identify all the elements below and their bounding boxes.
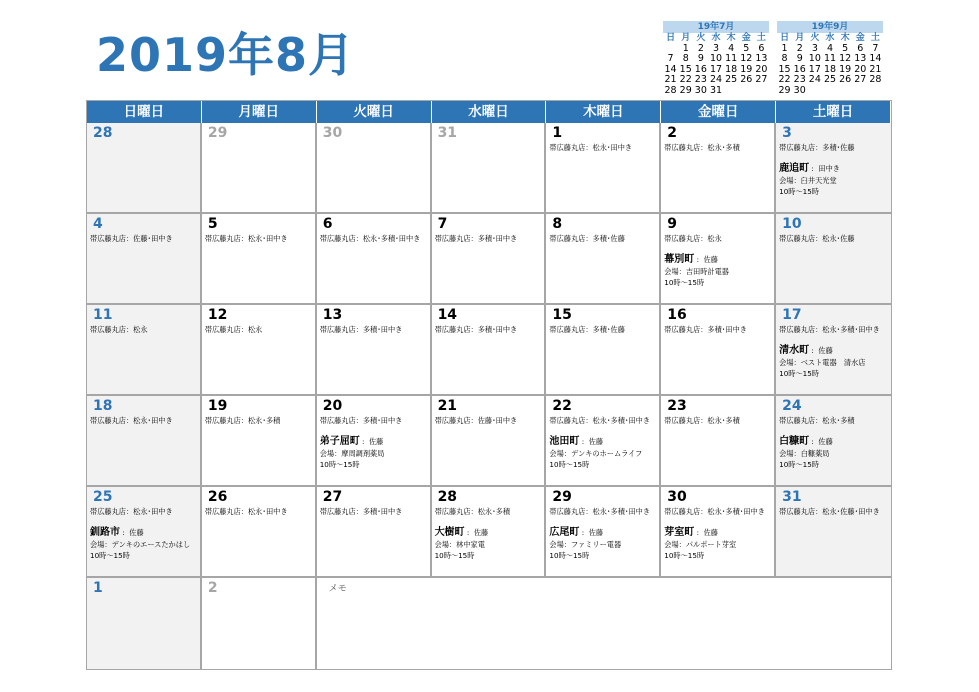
- weekday-header: 金曜日: [661, 101, 776, 123]
- event-venue: 会場：デンキのエースたかはし: [90, 540, 191, 549]
- weekday-header: 木曜日: [546, 101, 661, 123]
- day-cell[interactable]: [432, 487, 547, 578]
- event-venue: 会場：パルポート芽室: [664, 540, 737, 549]
- day-cell[interactable]: [546, 487, 661, 578]
- outreach-event: [549, 526, 659, 561]
- mini-day: 22: [679, 74, 692, 86]
- day-number: 17: [782, 307, 802, 323]
- mini-calendar-title: 19年7月: [663, 21, 769, 33]
- event-place-line: 白糠町 : 佐藤: [779, 436, 833, 447]
- mini-day: 25: [823, 74, 837, 86]
- day-cell[interactable]: [202, 214, 317, 305]
- day-cell[interactable]: [202, 305, 317, 396]
- outreach-event: [779, 162, 891, 197]
- day-cell[interactable]: [546, 396, 661, 487]
- day-cell[interactable]: [661, 214, 776, 305]
- day-number: 26: [207, 489, 228, 505]
- mini-day: 27: [854, 74, 867, 86]
- event-staff: 佐藤: [588, 528, 604, 537]
- mini-day: 20: [755, 63, 768, 75]
- outreach-event: [779, 344, 891, 379]
- store-staff-line: 帯広藤丸店：松永･田中き: [90, 507, 173, 516]
- mini-day: 2: [796, 42, 803, 54]
- mini-day: 3: [811, 42, 818, 54]
- weekday-header: 水曜日: [432, 101, 547, 123]
- mini-day: [822, 86, 837, 97]
- mini-day: 17: [709, 63, 723, 75]
- mini-day: 22: [778, 74, 791, 86]
- day-number: 13: [322, 307, 343, 323]
- mini-day: 13: [755, 53, 768, 65]
- mini-day: 6: [758, 42, 765, 54]
- mini-day: [739, 86, 754, 97]
- mini-day: 19: [839, 63, 852, 75]
- mini-calendar-title: 19年9月: [777, 21, 883, 33]
- mini-weekday: 火: [810, 33, 820, 43]
- event-place-line: 大樹町 : 佐藤: [434, 527, 489, 538]
- mini-day: 4: [728, 42, 735, 54]
- mini-calendar: [777, 21, 883, 97]
- day-cell[interactable]: [661, 305, 776, 396]
- mini-day: 23: [694, 74, 707, 86]
- store-staff-line: 帯広藤丸店：佐藤･田中き: [90, 234, 173, 243]
- event-venue: 会場：林中家電: [434, 540, 485, 549]
- weekday-header: 火曜日: [317, 101, 432, 123]
- event-staff: 佐藤: [129, 528, 144, 537]
- mini-day: 10: [808, 53, 821, 65]
- mini-day: 27: [755, 74, 768, 86]
- day-number: 15: [552, 307, 572, 323]
- event-staff: 佐藤: [588, 437, 604, 446]
- mini-day: 25: [725, 74, 738, 86]
- store-staff-line: 帯広藤丸店：松永･多積･田中き: [319, 234, 421, 243]
- weekday-header: 月曜日: [202, 101, 317, 123]
- day-cell[interactable]: [776, 305, 891, 396]
- mini-day: 17: [808, 63, 821, 75]
- day-number: 1: [93, 580, 103, 596]
- mini-day: 5: [842, 42, 849, 54]
- store-staff-line: 帯広藤丸店：松永･田中き: [204, 234, 288, 243]
- store-staff-line: 帯広藤丸店：松永･田中き: [204, 507, 288, 516]
- day-number: 6: [322, 216, 333, 232]
- day-cell[interactable]: [87, 123, 202, 214]
- mini-day: 9: [697, 53, 704, 65]
- event-place-line: 清水町 : 佐藤: [779, 345, 833, 356]
- event-time: 10時～15時: [549, 460, 590, 469]
- day-cell[interactable]: [776, 487, 891, 578]
- day-number: 25: [93, 489, 113, 505]
- mini-day: [853, 86, 868, 97]
- mini-day: [724, 86, 739, 97]
- day-number: 12: [207, 307, 228, 323]
- mini-day: 7: [667, 53, 674, 65]
- store-staff-line: 帯広藤丸店：松永･多積･田中き: [664, 507, 765, 516]
- outreach-event: [549, 435, 659, 470]
- day-cell[interactable]: [317, 396, 432, 487]
- mini-day: 21: [869, 63, 882, 75]
- day-cell[interactable]: [776, 214, 891, 305]
- day-number: 8: [552, 216, 563, 232]
- store-staff-line: 帯広藤丸店：松永･多積･田中き: [549, 507, 651, 516]
- mini-day: 30: [694, 84, 707, 96]
- day-cell[interactable]: [546, 214, 661, 305]
- day-cell[interactable]: [661, 487, 776, 578]
- mini-day: 14: [664, 63, 677, 75]
- store-staff-line: 帯広藤丸店：松永: [90, 325, 148, 334]
- store-staff-line: 帯広藤丸店：多積･佐藤: [549, 325, 625, 334]
- month-calendar-grid: [86, 100, 892, 670]
- store-staff-line: 帯広藤丸店：松永･多積: [664, 416, 740, 425]
- mini-day: 11: [823, 53, 837, 65]
- mini-weekday: 月: [795, 33, 805, 43]
- day-cell[interactable]: [87, 578, 202, 669]
- mini-day: 29: [778, 84, 791, 96]
- weekday-header: 土曜日: [776, 101, 891, 123]
- event-venue: 会場：臼井天光堂: [779, 176, 837, 185]
- mini-day: 12: [839, 53, 852, 65]
- day-cell[interactable]: [432, 396, 547, 487]
- store-staff-line: 帯広藤丸店：多積･佐藤: [779, 143, 855, 152]
- mini-weekday: 水: [825, 33, 835, 43]
- mini-day: 15: [778, 63, 791, 75]
- mini-day: [838, 86, 853, 97]
- event-staff: 佐藤: [368, 437, 384, 446]
- day-number: 18: [93, 398, 113, 414]
- mini-day: 30: [793, 84, 806, 96]
- day-cell[interactable]: [87, 214, 202, 305]
- event-town: 弟子屈町: [319, 436, 360, 447]
- day-cell[interactable]: [546, 123, 661, 214]
- mini-day: 12: [740, 53, 753, 65]
- day-cell[interactable]: [317, 123, 432, 214]
- mini-day: 1: [682, 42, 689, 54]
- mini-day: 24: [808, 74, 821, 86]
- event-staff: 佐藤: [473, 528, 489, 537]
- event-venue: 会場：ファミリー電器: [549, 540, 622, 549]
- mini-day: 8: [682, 53, 689, 65]
- event-town: 幕別町: [664, 254, 695, 265]
- mini-calendar-days: [663, 33, 769, 97]
- store-staff-line: 帯広藤丸店：松永: [204, 325, 263, 334]
- event-town: 芽室町: [664, 527, 695, 538]
- mini-day: 6: [857, 42, 864, 54]
- mini-weekday: 火: [696, 33, 706, 43]
- mini-day: 26: [839, 74, 852, 86]
- event-town: 大樹町: [434, 527, 465, 538]
- mini-day: 5: [743, 42, 750, 54]
- day-number: 7: [437, 216, 448, 232]
- day-cell[interactable]: [432, 123, 547, 214]
- event-place-line: 芽室町 : 佐藤: [664, 527, 718, 538]
- event-time: 10時～15時: [779, 369, 819, 378]
- mini-day: 29: [679, 84, 692, 96]
- mini-weekday: 土: [870, 33, 880, 43]
- day-number: 2: [207, 580, 218, 596]
- day-number: 21: [437, 398, 458, 414]
- day-number: 29: [552, 489, 572, 505]
- event-place-line: 幕別町 : 佐藤: [664, 254, 718, 265]
- mini-calendar: [663, 21, 769, 97]
- mini-day: 16: [793, 63, 806, 75]
- event-time: 10時～15時: [779, 460, 819, 469]
- event-town: 池田町: [549, 436, 580, 447]
- day-cell[interactable]: [87, 487, 202, 578]
- event-time: 10時～15時: [549, 551, 590, 560]
- day-cell[interactable]: [546, 305, 661, 396]
- day-number: 11: [93, 307, 113, 323]
- mini-day: 2: [697, 42, 704, 54]
- page-title: 2019年8月: [96, 28, 356, 82]
- event-staff: 佐藤: [703, 255, 718, 264]
- mini-day: 10: [709, 53, 723, 65]
- store-staff-line: 帯広藤丸店：松永: [664, 234, 722, 243]
- day-number: 2: [667, 125, 678, 141]
- day-number: 31: [437, 125, 458, 141]
- day-number: 31: [782, 489, 802, 505]
- store-staff-line: 帯広藤丸店：松永･田中き: [549, 143, 633, 152]
- mini-weekday: 木: [840, 33, 850, 43]
- day-cell[interactable]: [317, 214, 432, 305]
- event-town: 鹿追町: [779, 163, 810, 174]
- mini-day: 31: [709, 84, 723, 96]
- event-venue: 会場：白糠薬局: [779, 449, 830, 458]
- event-town: 清水町: [779, 345, 810, 356]
- event-place-line: 釧路市 : 佐藤: [90, 527, 144, 538]
- event-time: 10時～15時: [664, 278, 705, 287]
- mini-day: 11: [725, 53, 738, 65]
- outreach-event: [664, 253, 774, 288]
- event-place-line: 鹿追町 : 田中き: [779, 163, 840, 174]
- day-number: 4: [93, 216, 103, 232]
- event-venue: 会場：吉田時計電器: [664, 267, 729, 276]
- store-staff-line: 帯広藤丸店：松永･多積: [664, 143, 740, 152]
- event-place-line: 広尾町 : 佐藤: [549, 527, 604, 538]
- mini-day: 14: [869, 53, 882, 65]
- store-staff-line: 帯広藤丸店：松永･多積･田中き: [549, 416, 651, 425]
- mini-day: 18: [725, 63, 738, 75]
- day-cell[interactable]: [317, 487, 432, 578]
- day-number: 20: [322, 398, 343, 414]
- day-cell[interactable]: [202, 578, 317, 669]
- memo-label: メモ: [328, 584, 347, 594]
- day-cell[interactable]: [776, 396, 891, 487]
- mini-day: 9: [796, 53, 803, 65]
- store-staff-line: 帯広藤丸店：松永･佐藤: [779, 234, 855, 243]
- store-staff-line: 帯広藤丸店：松永･田中き: [90, 416, 173, 425]
- event-venue: 会場：摩周調剤薬局: [319, 449, 385, 458]
- day-number: 1: [552, 125, 563, 141]
- day-number: 5: [207, 216, 218, 232]
- event-venue: 会場：デンキのホームライフ: [549, 449, 643, 458]
- event-venue: 会場：ベスト電器 清水店: [779, 358, 866, 367]
- day-number: 16: [667, 307, 687, 323]
- mini-day: 3: [712, 42, 720, 54]
- mini-day: 20: [854, 63, 867, 75]
- day-cell[interactable]: [432, 214, 547, 305]
- day-number: 3: [782, 125, 792, 141]
- day-cell[interactable]: [87, 305, 202, 396]
- event-time: 10時～15時: [664, 551, 705, 560]
- day-number: 14: [437, 307, 458, 323]
- weekday-header: 日曜日: [87, 101, 202, 123]
- store-staff-line: 帯広藤丸店：多積･田中き: [319, 416, 403, 425]
- store-staff-line: 帯広藤丸店：松永･多積: [434, 507, 511, 516]
- store-staff-line: 帯広藤丸店：松永･佐藤･田中き: [779, 507, 880, 516]
- outreach-event: [779, 435, 891, 470]
- day-cell[interactable]: [202, 487, 317, 578]
- mini-day: 23: [793, 74, 806, 86]
- mini-day: [807, 86, 822, 97]
- mini-day: [868, 86, 883, 97]
- store-staff-line: 帯広藤丸店：多積･田中き: [434, 234, 518, 243]
- store-staff-line: 帯広藤丸店：松永･多積･田中き: [779, 325, 880, 334]
- memo-area[interactable]: [317, 578, 891, 669]
- day-number: 27: [322, 489, 343, 505]
- event-staff: 佐藤: [818, 346, 833, 355]
- mini-day: 19: [740, 63, 753, 75]
- day-number: 22: [552, 398, 572, 414]
- day-number: 23: [667, 398, 687, 414]
- event-staff: 田中き: [818, 164, 840, 173]
- mini-day: 24: [709, 74, 723, 86]
- mini-weekday: 金: [741, 33, 751, 43]
- mini-weekday: 土: [756, 33, 766, 43]
- event-time: 10時～15時: [90, 551, 130, 560]
- store-staff-line: 帯広藤丸店：松永･多積: [779, 416, 855, 425]
- mini-day: 8: [781, 53, 788, 65]
- store-staff-line: 帯広藤丸店：多積･佐藤: [549, 234, 625, 243]
- outreach-event: [320, 435, 430, 470]
- mini-day: [754, 86, 769, 97]
- day-cell[interactable]: [432, 305, 547, 396]
- day-number: 10: [782, 216, 802, 232]
- mini-weekday: 木: [726, 33, 736, 43]
- day-cell[interactable]: [776, 123, 891, 214]
- store-staff-line: 帯広藤丸店：多積･田中き: [319, 325, 403, 334]
- store-staff-line: 帯広藤丸店：松永･多積: [204, 416, 281, 425]
- event-town: 白糠町: [779, 436, 810, 447]
- day-cell[interactable]: [661, 123, 776, 214]
- outreach-event: [435, 526, 545, 561]
- event-town: 釧路市: [90, 527, 120, 538]
- event-staff: 佐藤: [703, 528, 718, 537]
- event-time: 10時～15時: [434, 551, 475, 560]
- mini-weekday: 日: [780, 33, 790, 43]
- mini-day: 16: [694, 63, 707, 75]
- day-cell[interactable]: [202, 123, 317, 214]
- mini-calendar-days: [777, 33, 883, 97]
- outreach-event: [90, 526, 200, 561]
- event-town: 広尾町: [549, 527, 580, 538]
- mini-day: 7: [872, 42, 879, 54]
- event-time: 10時～15時: [319, 460, 360, 469]
- event-place-line: 弟子屈町 : 佐藤: [319, 436, 384, 447]
- outreach-event: [664, 526, 774, 561]
- day-cell[interactable]: [661, 396, 776, 487]
- mini-day: 13: [854, 53, 867, 65]
- store-staff-line: 帯広藤丸店：多積･田中き: [434, 325, 518, 334]
- day-number: 28: [437, 489, 458, 505]
- mini-weekday: 月: [681, 33, 691, 43]
- day-number: 29: [207, 125, 228, 141]
- event-place-line: 池田町 : 佐藤: [549, 436, 604, 447]
- mini-weekday: 水: [711, 33, 721, 43]
- store-staff-line: 帯広藤丸店：多積･田中き: [664, 325, 747, 334]
- mini-day: 15: [679, 63, 692, 75]
- day-number: 19: [207, 398, 228, 414]
- event-time: 10時～15時: [779, 187, 819, 196]
- day-number: 9: [667, 216, 678, 232]
- mini-weekday: 日: [666, 33, 676, 43]
- day-number: 24: [782, 398, 802, 414]
- day-cell[interactable]: [202, 396, 317, 487]
- store-staff-line: 帯広藤丸店：多積･田中き: [319, 507, 403, 516]
- day-cell[interactable]: [317, 305, 432, 396]
- mini-day: 28: [664, 84, 677, 96]
- day-cell[interactable]: [87, 396, 202, 487]
- mini-day: 18: [823, 63, 837, 75]
- mini-day: 28: [869, 74, 882, 86]
- store-staff-line: 帯広藤丸店：佐藤･田中き: [434, 416, 518, 425]
- mini-day: 26: [740, 74, 753, 86]
- mini-day: 21: [664, 74, 677, 86]
- day-number: 28: [93, 125, 113, 141]
- day-number: 30: [667, 489, 687, 505]
- mini-day: 4: [826, 42, 834, 54]
- day-number: 30: [322, 125, 343, 141]
- mini-day: 1: [781, 42, 788, 54]
- event-staff: 佐藤: [818, 437, 833, 446]
- mini-weekday: 金: [855, 33, 865, 43]
